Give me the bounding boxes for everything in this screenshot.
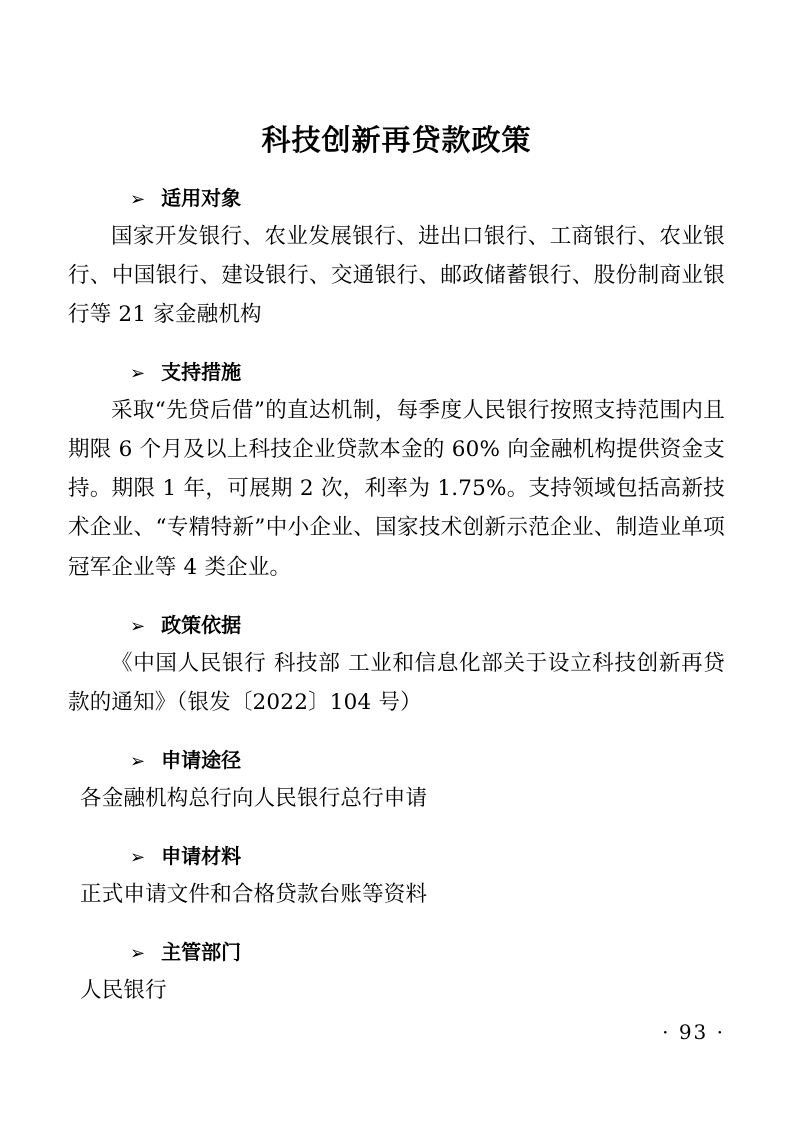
section-body: 人民银行 xyxy=(80,978,167,1004)
section-heading-label: 主管部门 xyxy=(161,940,242,965)
arrow-bullet-icon: ➢ xyxy=(130,188,146,210)
section-heading-label: 政策依据 xyxy=(161,612,242,637)
section-申请途径 xyxy=(68,744,725,818)
section-body: 各金融机构总行向人民银行总行申请 xyxy=(80,785,428,811)
arrow-bullet-icon: ➢ xyxy=(130,363,146,385)
section-body: 《中国人民银行 科技部 工业和信息化部关于设立科技创新再贷款的通知》（银发〔2022〕104 号） xyxy=(68,650,725,715)
section-支持措施 xyxy=(68,356,725,587)
page-title: 科技创新再贷款政策 xyxy=(261,123,532,157)
section-heading-label: 适用对象 xyxy=(161,185,242,210)
page-number: · 93 · xyxy=(662,1020,725,1044)
section-政策依据 xyxy=(68,609,725,722)
arrow-bullet-icon: ➢ xyxy=(130,750,146,772)
arrow-bullet-icon: ➢ xyxy=(130,615,146,637)
section-申请材料 xyxy=(68,840,725,914)
section-body: 正式申请文件和合格贷款台账等资料 xyxy=(80,882,428,908)
section-heading xyxy=(68,840,725,869)
section-heading-label: 支持措施 xyxy=(161,360,242,385)
section-heading xyxy=(68,356,725,385)
arrow-bullet-icon: ➢ xyxy=(130,943,146,965)
section-body: 采取“先贷后借”的直达机制，每季度人民银行按照支持范围内且期限 6 个月及以上科技企业贷款本金的 60% 向金融机构提供资金支持。期限 1 年，可展期 2 次，利率为 1.75%。支持领域包括高新技术企业、“专精特新”中小企业、国家技术创新示范企业、制造业单项冠军企业等 4 类企业。 xyxy=(68,398,725,580)
section-适用对象 xyxy=(68,182,725,334)
section-body: 国家开发银行、农业发展银行、进出口银行、工商银行、农业银行、中国银行、建设银行、交通银行、邮政储蓄银行、股份制商业银行等 21 家金融机构 xyxy=(68,223,725,327)
section-heading xyxy=(68,182,725,211)
section-heading xyxy=(68,609,725,638)
arrow-bullet-icon: ➢ xyxy=(130,847,146,869)
section-heading-label: 申请材料 xyxy=(161,844,242,869)
section-主管部门 xyxy=(68,936,725,1010)
section-heading xyxy=(68,936,725,965)
section-heading-label: 申请途径 xyxy=(161,747,242,772)
section-heading xyxy=(68,744,725,773)
